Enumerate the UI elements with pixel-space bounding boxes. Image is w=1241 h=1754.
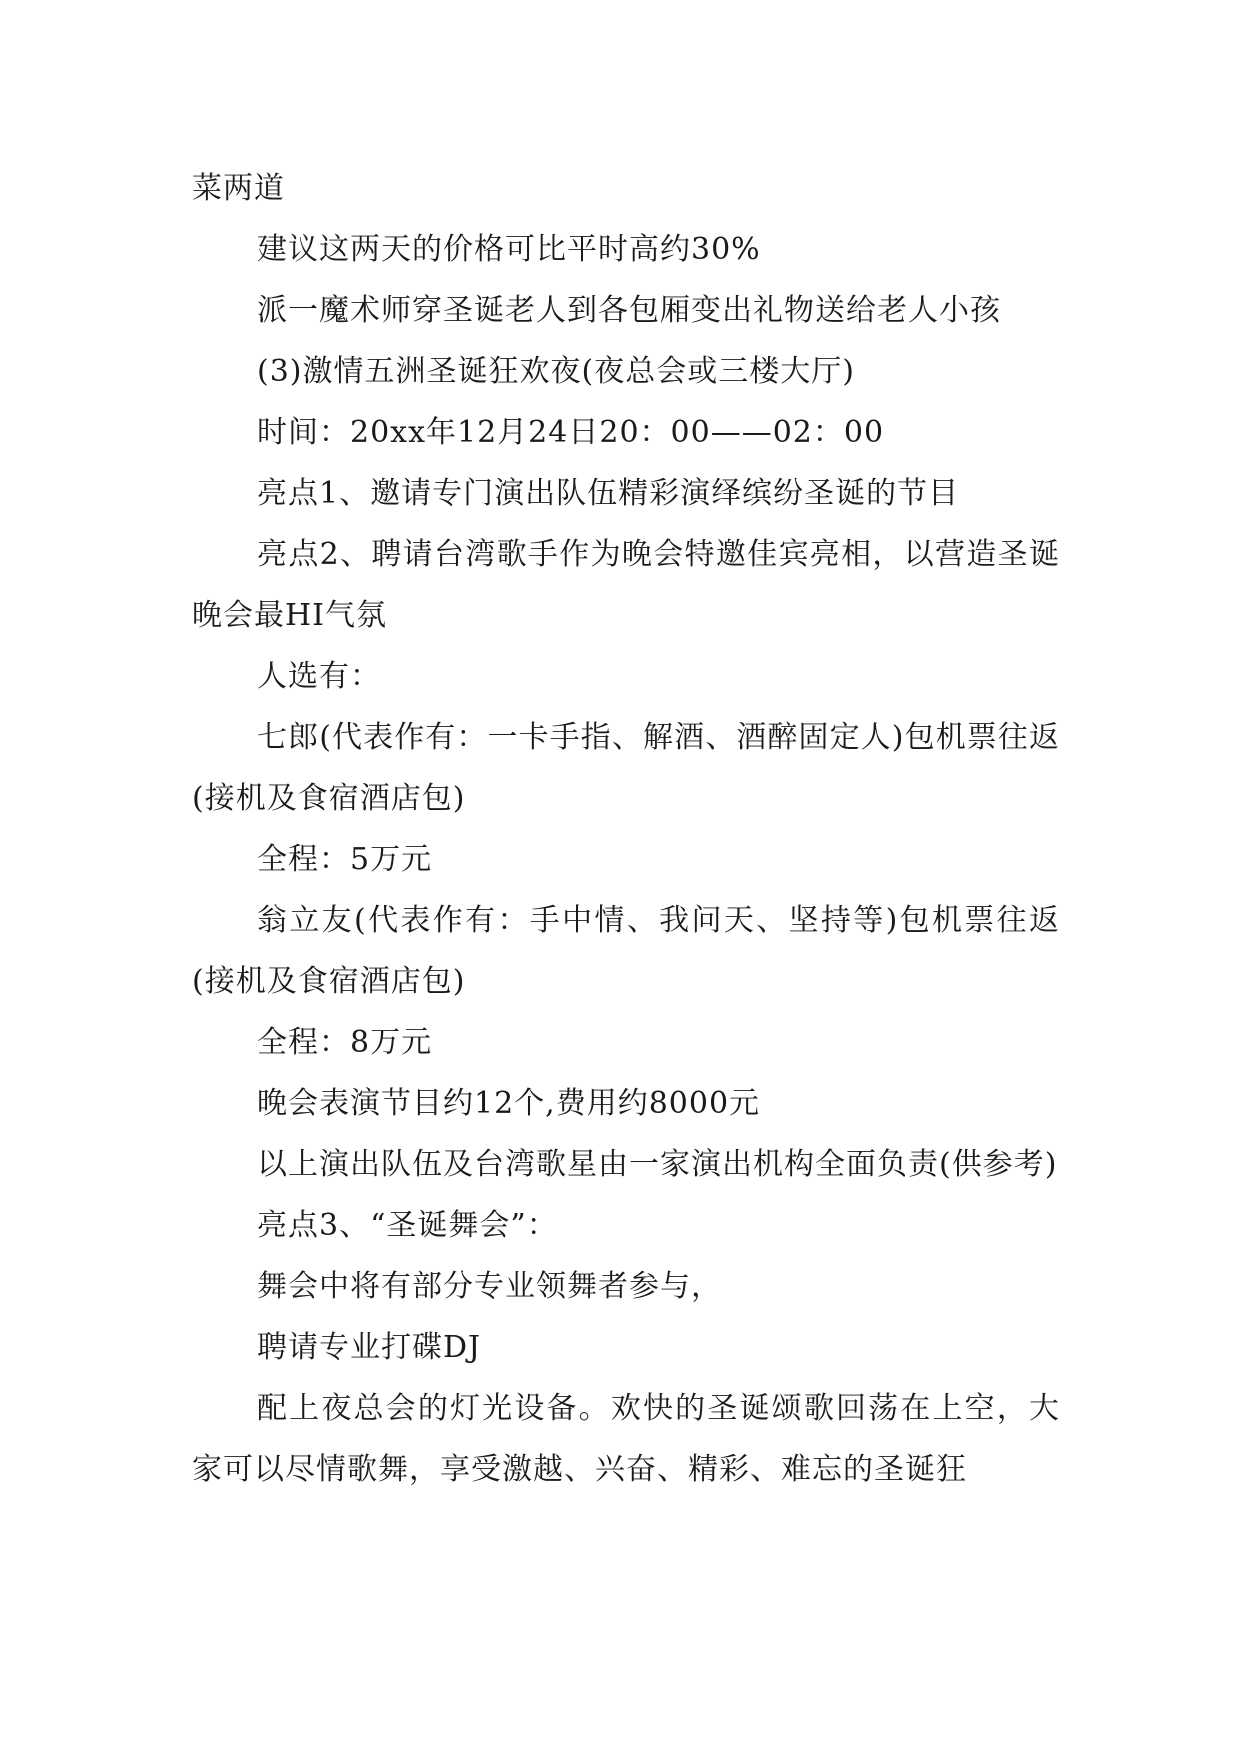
paragraph: 以上演出队伍及台湾歌星由一家演出机构全面负责(供参考)	[257, 1147, 1058, 1182]
document-body	[192, 158, 1060, 1500]
paragraph: (3)激情五洲圣诞狂欢夜(夜总会或三楼大厅)	[257, 354, 855, 389]
paragraph: 派一魔术师穿圣诞老人到各包厢变出礼物送给老人小孩	[257, 293, 1001, 328]
paragraph: 建议这两天的价格可比平时高约30%	[257, 232, 761, 267]
paragraph: 聘请专业打碟DJ	[257, 1330, 482, 1365]
paragraph: 全程：8万元	[257, 1025, 433, 1060]
paragraph: 七郎(代表作有：一卡手指、解酒、酒醉固定人)包机票往返(接机及食宿酒店包)	[192, 720, 1060, 816]
paragraph: 全程：5万元	[257, 842, 433, 877]
paragraph: 晚会表演节目约12个,费用约8000元	[257, 1086, 761, 1121]
paragraph: 人选有：	[257, 659, 381, 694]
paragraph: 翁立友(代表作有：手中情、我问天、坚持等)包机票往返(接机及食宿酒店包)	[192, 903, 1060, 999]
paragraph: 舞会中将有部分专业领舞者参与，	[257, 1269, 722, 1304]
paragraph: 配上夜总会的灯光设备。欢快的圣诞颂歌回荡在上空，大家可以尽情歌舞，享受激越、兴奋、精彩、难忘的圣诞狂	[192, 1391, 1060, 1487]
paragraph: 亮点2、聘请台湾歌手作为晚会特邀佳宾亮相，以营造圣诞晚会最HI气氛	[192, 537, 1060, 633]
paragraph: 亮点3、“圣诞舞会”：	[257, 1208, 558, 1243]
paragraph: 菜两道	[192, 171, 285, 206]
paragraph: 亮点1、邀请专门演出队伍精彩演绎缤纷圣诞的节目	[257, 476, 960, 511]
paragraph: 时间：20xx年12月24日20：00——02：00	[257, 415, 885, 450]
